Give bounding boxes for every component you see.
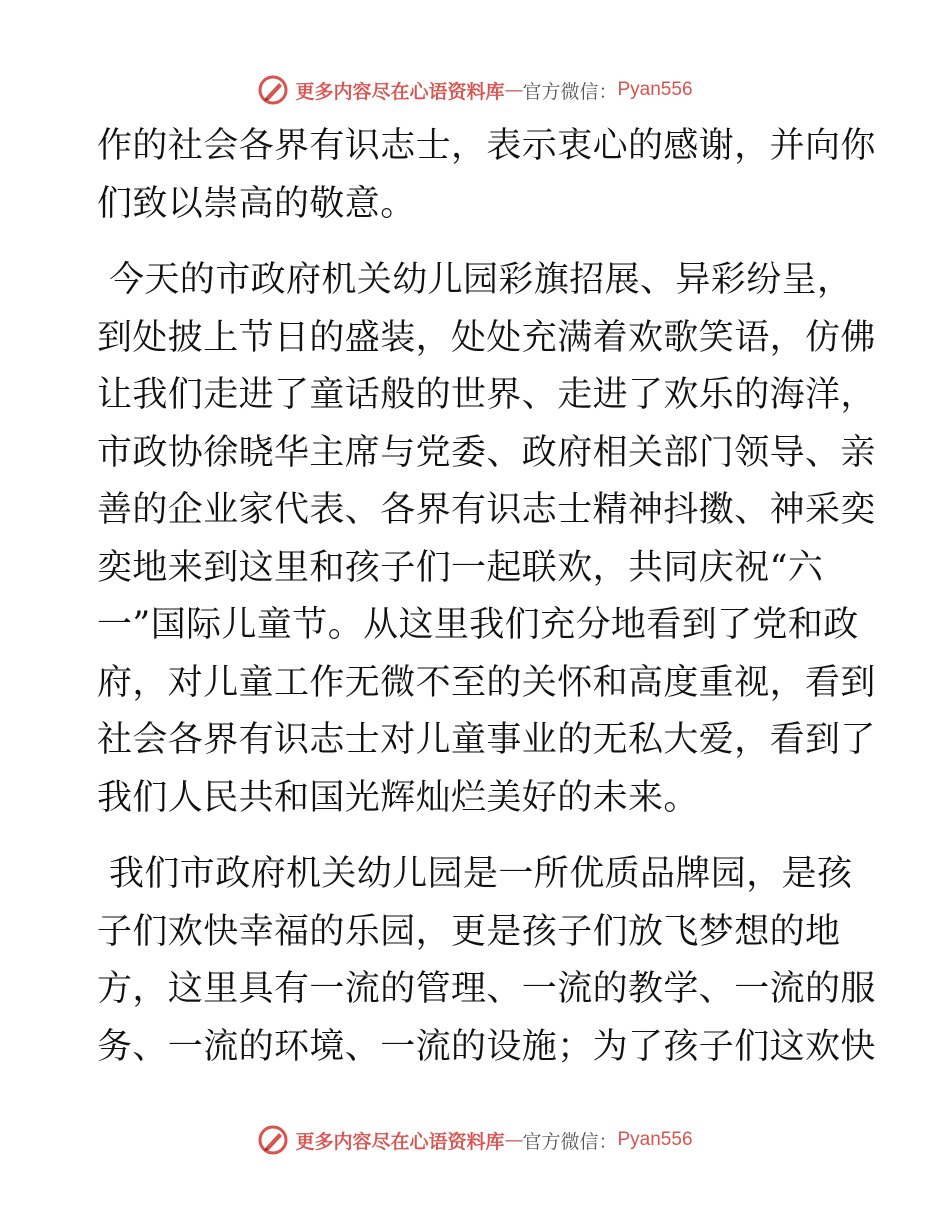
text-line: 府，对儿童工作无微不至的关怀和高度重视，看到 (97, 662, 876, 703)
text-line: 社会各界有识志士对儿童事业的无私大爱，看到了 (97, 720, 876, 760)
text-line: 一”国际儿童节。从这里我们充分地看到了党和政 (97, 605, 859, 645)
banner-dash: — (504, 1129, 523, 1151)
header-banner (0, 70, 950, 110)
document-body (97, 118, 876, 1076)
text-line: 我们市政府机关幼儿园是一所优质品牌园，是孩 (109, 854, 853, 894)
pen-logo-icon (257, 74, 289, 106)
paragraph-3 (97, 846, 876, 1076)
text-line: 务、一流的环境、一流的设施；为了孩子们这欢快 (97, 1026, 876, 1067)
text-line: 我们人民共和国光辉灿烂美好的未来。 (97, 777, 699, 818)
paragraph-2 (97, 252, 876, 827)
text-line: 到处披上节日的盛装，处处充满着欢歌笑语，仿佛 (97, 317, 876, 358)
banner-wechat-id: Pyan556 (617, 1129, 693, 1150)
text-line: 今天的市政府机关幼儿园彩旗招展、异彩纷呈， (109, 260, 853, 300)
text-line: 作的社会各界有识志士，表示衷心的感谢，并向你 (97, 126, 876, 166)
text-line: 奕地来到这里和孩子们一起联欢，共同庆祝“六 (97, 547, 824, 588)
text-line: 善的企业家代表、各界有识志士精神抖擞、神采奕 (97, 490, 876, 530)
text-line: 们致以崇高的敬意。 (97, 183, 416, 224)
text-line: 市政协徐晓华主席与党委、政府相关部门领导、亲 (97, 432, 876, 473)
paragraph-1 (97, 118, 876, 233)
text-line: 让我们走进了童话般的世界、走进了欢乐的海洋， (97, 375, 876, 415)
banner-dash: — (504, 79, 523, 101)
banner-title: 更多内容尽在心语资料库 (295, 80, 505, 103)
banner-wechat-label: 官方微信： (522, 1130, 618, 1153)
banner-title: 更多内容尽在心语资料库 (295, 1130, 505, 1153)
pen-logo-icon (257, 1124, 289, 1156)
banner-wechat-id: Pyan556 (617, 79, 693, 100)
banner-wechat-label: 官方微信： (522, 80, 618, 103)
text-line: 子们欢快幸福的乐园，更是孩子们放飞梦想的地 (97, 911, 841, 952)
text-line: 方，这里具有一流的管理、一流的教学、一流的服 (97, 969, 876, 1009)
footer-banner (0, 1120, 950, 1160)
